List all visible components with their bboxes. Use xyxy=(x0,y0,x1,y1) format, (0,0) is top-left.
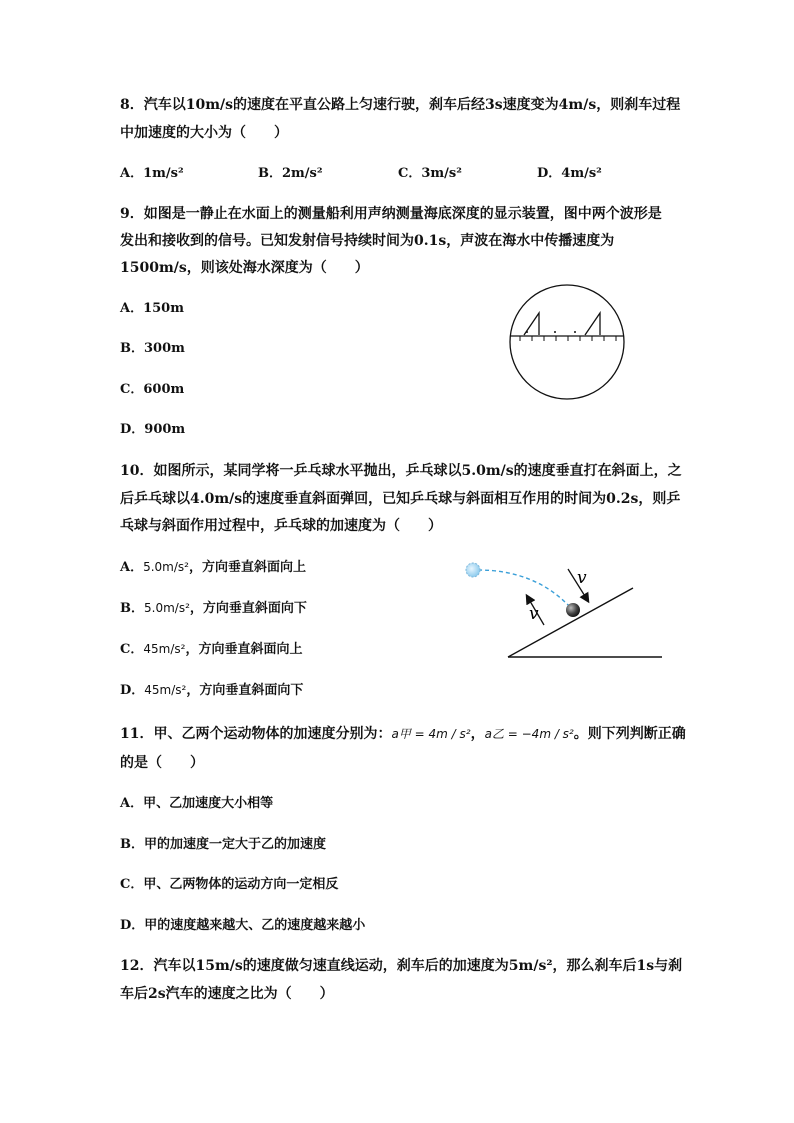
q11-stem-line2: 的是（ ） xyxy=(120,755,204,771)
q8-option-a: A．1m/s² xyxy=(120,166,184,181)
q11-formula-a-jia: a甲 = 4m / s² xyxy=(391,727,471,741)
q9-option-a: A．150m xyxy=(120,301,184,316)
ping-pong-ball xyxy=(566,603,580,617)
q9-stem-line1: 9．如图是一静止在水面上的测量船利用声纳测量海底深度的显示装置，图中两个波形是 xyxy=(120,206,662,222)
sonar-scale-ticks xyxy=(520,336,616,341)
sonar-screen-circle xyxy=(510,285,624,399)
q10-option-b xyxy=(120,598,307,619)
q12-stem-line2: 车后2s汽车的速度之比为（ ） xyxy=(120,986,334,1002)
q12-stem-line1: 12．汽车以15m/s的速度做匀速直线运动，刹车后的加速度为5m/s²，那么刹车后1s与刹 xyxy=(120,958,683,974)
q10-option-c xyxy=(120,639,302,660)
q10-option-c-value: 45m/s² xyxy=(143,642,186,656)
q9-stem-line2: 发出和接收到的信号。已知发射信号持续时间为0.1s，声波在海水中传播速度为 xyxy=(120,233,615,249)
q11-stem-pre: 11．甲、乙两个运动物体的加速度分别为： xyxy=(120,726,392,742)
q11-option-b: B．甲的加速度一定大于乙的加速度 xyxy=(120,837,326,852)
q8-option-c: C．3m/s² xyxy=(398,166,462,181)
q10-option-d xyxy=(120,680,303,701)
ball-start-position xyxy=(466,563,480,577)
incline-figure xyxy=(460,555,670,665)
q11-formula-a-yi: a乙 = −4m / s² xyxy=(484,727,574,741)
q10-option-c-letter: C． xyxy=(120,642,144,657)
incline-surface xyxy=(508,588,633,657)
q9-option-b: B．300m xyxy=(120,341,185,356)
q10-option-d-value: 45m/s² xyxy=(144,683,187,697)
q8-option-b: B．2m/s² xyxy=(258,166,323,181)
q11-stem-post: 。则下列判断正确 xyxy=(573,726,686,742)
sonar-display-figure xyxy=(505,280,635,405)
q11-option-a: A．甲、乙加速度大小相等 xyxy=(120,796,274,811)
q11-option-c: C．甲、乙两物体的运动方向一定相反 xyxy=(120,877,339,892)
q10-option-b-text: ，方向垂直斜面向下 xyxy=(189,601,307,616)
q11-option-d: D．甲的速度越来越大、乙的速度越来越小 xyxy=(120,918,366,933)
q9-option-d: D．900m xyxy=(120,422,186,437)
ball-trajectory xyxy=(478,570,570,607)
q8-stem-line2: 中加速度的大小为（ ） xyxy=(120,125,288,141)
rebound-velocity-label: v xyxy=(529,604,539,624)
q10-option-c-text: ，方向垂直斜面向上 xyxy=(185,642,303,657)
q11-separator: ， xyxy=(470,726,485,742)
q10-stem-line3: 乓球与斜面作用过程中，乒乓球的加速度为（ ） xyxy=(120,518,442,534)
q10-option-b-letter: B． xyxy=(120,601,144,616)
sonar-received-pulse xyxy=(585,313,600,335)
q8-stem-line1: 8．汽车以10m/s的速度在平直公路上匀速行驶，刹车后经3s速度变为4m/s，则刹车过程 xyxy=(120,97,681,113)
q10-stem-line1: 10．如图所示，某同学将一乒乓球水平抛出，乒乓球以5.0m/s的速度垂直打在斜面上，之 xyxy=(120,463,682,479)
q10-option-a-value: 5.0m/s² xyxy=(143,560,189,574)
q10-option-d-text: ，方向垂直斜面向下 xyxy=(186,683,304,698)
q8-option-d: D．4m/s² xyxy=(537,166,602,181)
q11-stem-line1 xyxy=(120,724,686,744)
q9-stem-line3: 1500m/s，则该处海水深度为（ ） xyxy=(120,260,369,276)
q10-option-a xyxy=(120,557,306,578)
incoming-velocity-label: v xyxy=(577,568,587,588)
q10-option-b-value: 5.0m/s² xyxy=(144,601,190,615)
q10-stem-line2: 后乒乓球以4.0m/s的速度垂直斜面弹回，已知乒乓球与斜面相互作用的时间为0.2s，则乒 xyxy=(120,491,681,507)
q9-option-c: C．600m xyxy=(120,382,185,397)
q10-option-a-text: ，方向垂直斜面向上 xyxy=(188,560,306,575)
sonar-dots xyxy=(526,331,576,333)
q10-option-a-letter: A． xyxy=(120,560,144,575)
q10-option-d-letter: D． xyxy=(120,683,145,698)
